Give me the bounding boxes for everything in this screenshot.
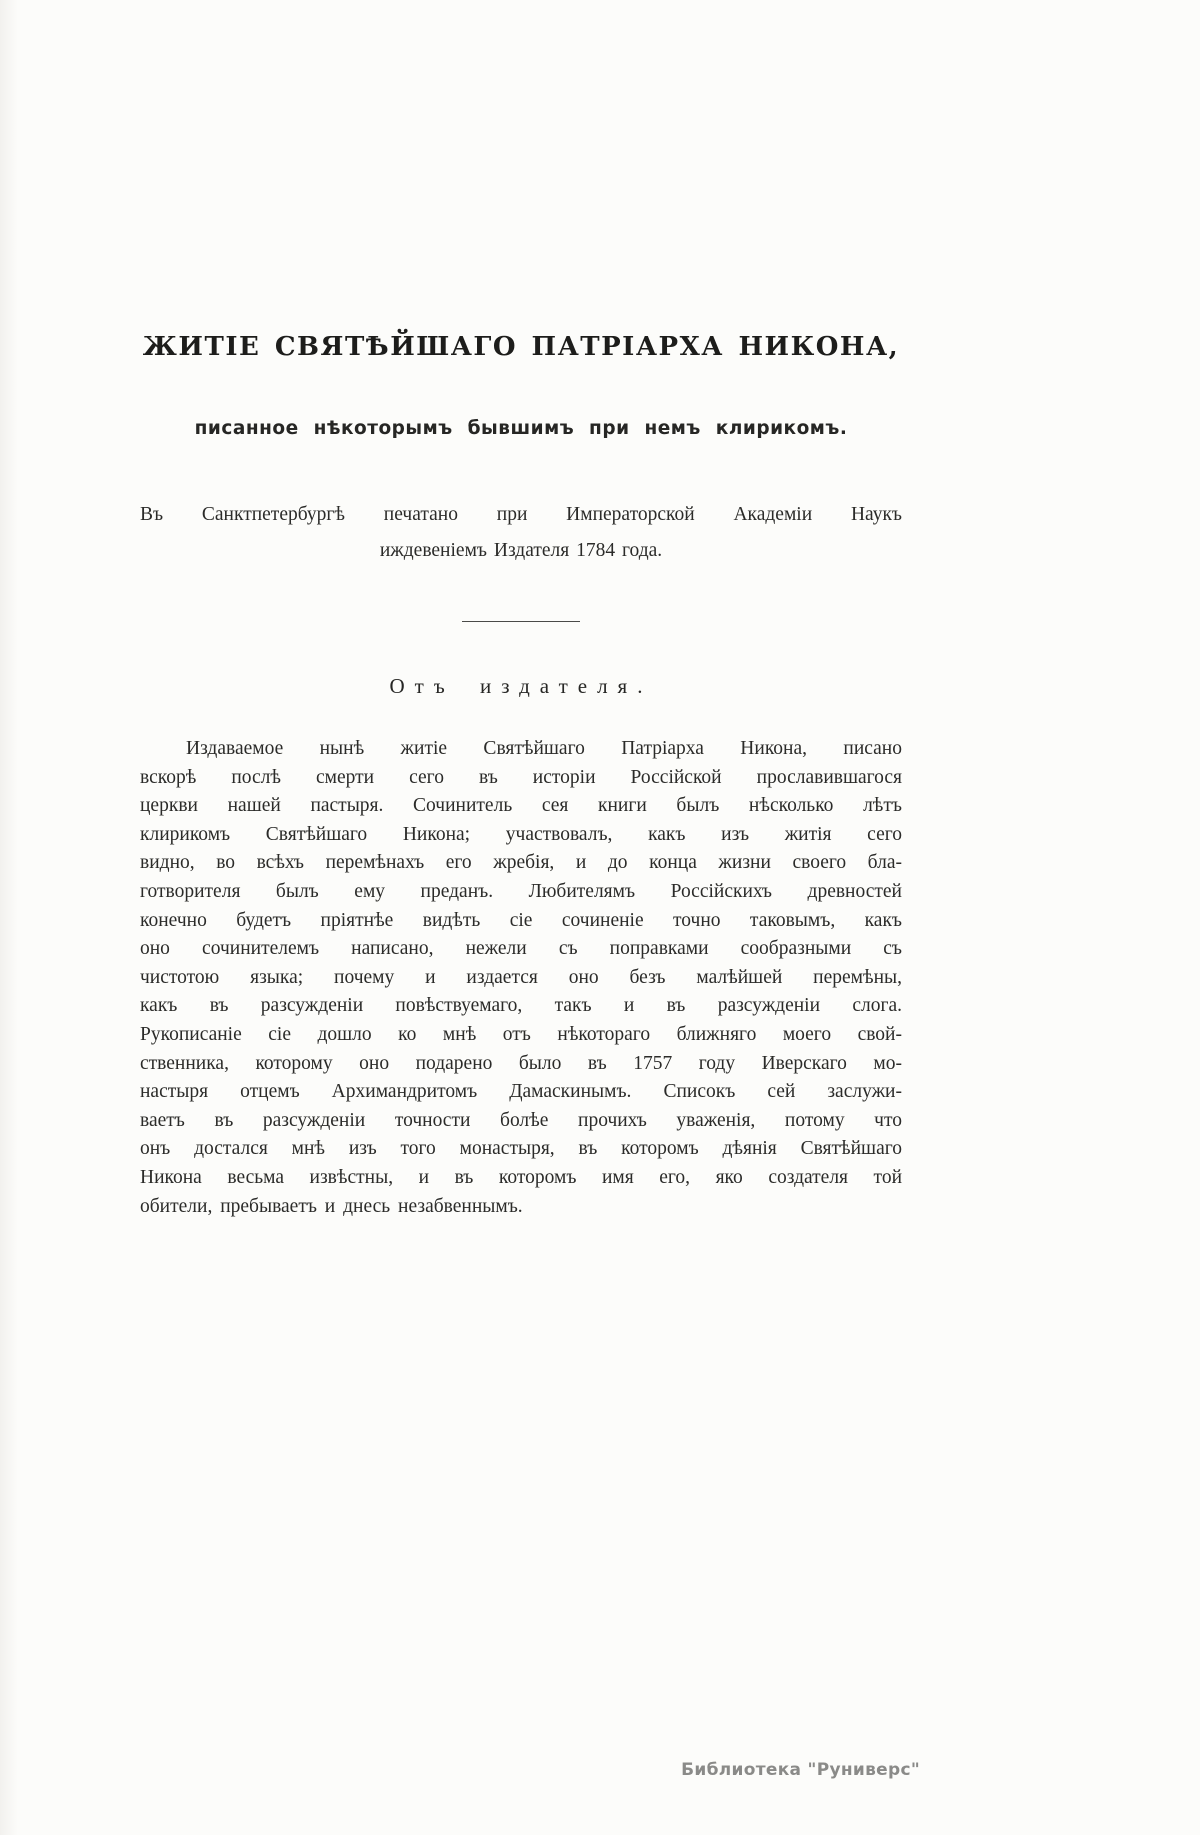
body-line: Издаваемое нынѣ житіе Святѣйшаго Патріарха Никона, писано — [186, 738, 902, 759]
section-heading: Отъ издателя. — [389, 674, 653, 698]
text-column — [140, 0, 902, 1221]
body-line: настыря отцемъ Архимандритомъ Дамаскинымъ. Списокъ сей заслужи- — [140, 1081, 902, 1103]
body-line: оно сочинителемъ написано, нежели съ поправками сообразными съ — [140, 938, 902, 960]
body-line: готворителя былъ ему преданъ. Любителямъ Россійскихъ древностей — [140, 880, 902, 902]
body-line: онъ достался мнѣ изъ того монастыря, въ которомъ дѣянія Святѣйшаго — [140, 1138, 902, 1160]
body-line: Рукописаніе сіе дошло ко мнѣ отъ нѣкотораго ближняго моего свой- — [140, 1023, 902, 1045]
body-line: клирикомъ Святѣйшаго Никона; участвовалъ, какъ изъ житія сего — [140, 823, 902, 845]
body-line: обители, пребываетъ и днесь незабвеннымъ. — [140, 1195, 523, 1217]
imprint — [140, 439, 902, 569]
body-line: ваетъ въ разсужденіи точности болѣе прочихъ уваженія, потому что — [140, 1109, 902, 1131]
body-line: Никона весьма извѣстны, и въ которомъ имя его, яко создателя той — [140, 1166, 902, 1188]
body-line: какъ въ разсужденіи повѣствуемаго, такъ и въ разсужденіи слога. — [140, 995, 902, 1017]
imprint-line-1: Въ Санктпетербургѣ печатано при Императорской Академіи Наукъ — [140, 504, 902, 525]
body-paragraph — [140, 699, 902, 1221]
imprint-line-2: иждевеніемъ Издателя 1784 года. — [379, 540, 663, 561]
body-line: чистотою языка; почему и издается оно безъ малѣйшей перемѣны, — [140, 966, 902, 988]
subtitle: писанное нѣкоторымъ бывшимъ при немъ клирикомъ. — [194, 418, 848, 439]
page-title: ЖИТІЕ СВЯТѢЙШАГО ПАТРІАРХА НИКОНА, — [142, 332, 900, 362]
body-line: вскорѣ послѣ смерти сего въ исторіи Россійской прославившагося — [140, 766, 902, 788]
body-line: видно, во всѣхъ перемѣнахъ его жребія, и до конца жизни своего бла- — [140, 852, 902, 874]
body-line: ственника, которому оно подарено было въ 1757 году Иверскаго мо- — [140, 1052, 902, 1074]
body-line: церкви нашей пастыря. Сочинитель сея книги былъ нѣсколько лѣтъ — [140, 795, 902, 817]
body-line: конечно будетъ пріятнѣе видѣть сіе сочиненіе точно таковымъ, какъ — [140, 909, 902, 931]
library-watermark: Библиотека "Руниверс" — [681, 1760, 920, 1780]
